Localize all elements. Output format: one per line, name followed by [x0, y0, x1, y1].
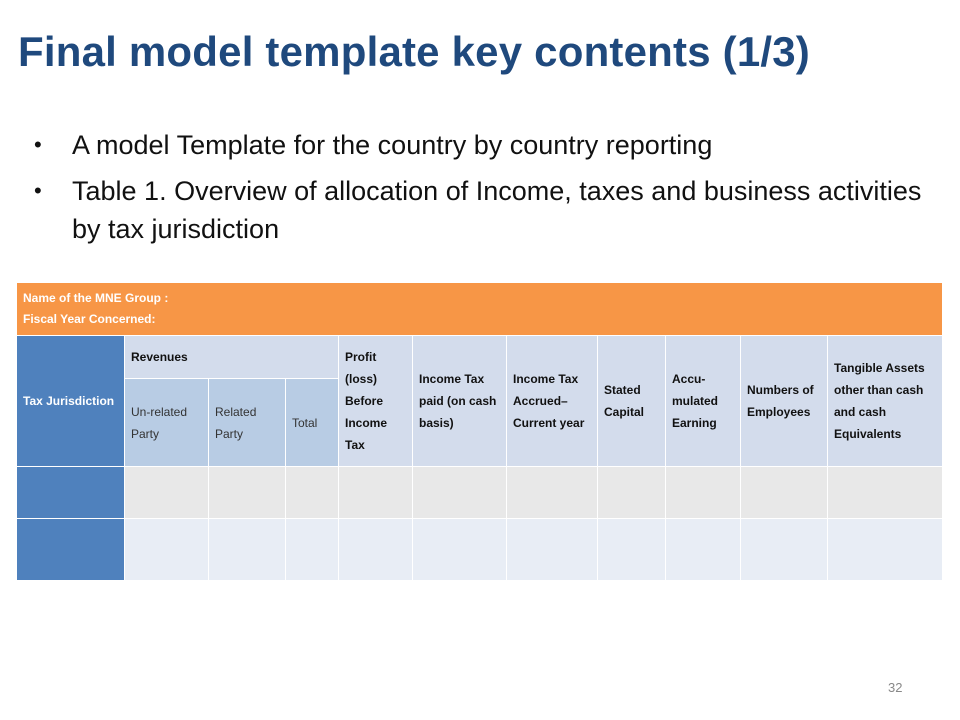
- table-cell[interactable]: [598, 519, 666, 581]
- stated-capital-header: Stated Capital: [598, 336, 666, 467]
- profit-before-tax-header: Profit (loss) Before Income Tax: [339, 336, 413, 467]
- unrelated-party-header: Un-related Party: [125, 379, 209, 467]
- total-header: Total: [286, 379, 339, 467]
- fiscal-year-label: Fiscal Year Concerned:: [23, 312, 156, 326]
- bullet-item: [34, 172, 944, 248]
- table-cell[interactable]: [339, 519, 413, 581]
- table-cell[interactable]: [339, 467, 413, 519]
- income-tax-accrued-header: Income Tax Accrued– Current year: [507, 336, 598, 467]
- table-cell[interactable]: [598, 467, 666, 519]
- table-row: [17, 519, 943, 581]
- table-cell[interactable]: [413, 519, 507, 581]
- accumulated-earning-header: Accu-mulated Earning: [666, 336, 741, 467]
- mne-group-name-label: Name of the MNE Group :: [23, 291, 169, 305]
- tax-jurisdiction-header: Tax Jurisdiction: [17, 336, 125, 467]
- table-cell[interactable]: [828, 467, 943, 519]
- table-cell[interactable]: [209, 467, 286, 519]
- bullet-text: A model Template for the country by country reporting: [72, 130, 713, 160]
- revenues-header: Revenues: [125, 336, 339, 379]
- table-cell[interactable]: [17, 519, 125, 581]
- table-cell[interactable]: [209, 519, 286, 581]
- table-cell[interactable]: [286, 519, 339, 581]
- related-party-header: Related Party: [209, 379, 286, 467]
- table-cell[interactable]: [666, 519, 741, 581]
- table-cell[interactable]: [17, 467, 125, 519]
- table-cell[interactable]: [666, 467, 741, 519]
- mne-group-header-cell: [17, 283, 943, 336]
- table-cell[interactable]: [413, 467, 507, 519]
- bullet-marker: •: [34, 178, 42, 203]
- mne-group-header-row: [17, 283, 943, 336]
- bullet-list: [34, 126, 944, 256]
- table-row: [17, 467, 943, 519]
- table-cell[interactable]: [741, 467, 828, 519]
- cbc-report-table: [16, 282, 943, 581]
- bullet-marker: •: [34, 132, 42, 157]
- bullet-item: [34, 126, 944, 164]
- table-cell[interactable]: [507, 519, 598, 581]
- income-tax-paid-header: Income Tax paid (on cash basis): [413, 336, 507, 467]
- employees-header: Numbers of Employees: [741, 336, 828, 467]
- slide-title: Final model template key contents (1/3): [18, 28, 810, 75]
- tangible-assets-header: Tangible Assets other than cash and cash Equivalents: [828, 336, 943, 467]
- page-number: 32: [888, 680, 903, 695]
- table-cell[interactable]: [507, 467, 598, 519]
- column-header-row: [17, 336, 943, 379]
- bullet-text: Table 1. Overview of allocation of Income, taxes and business activities by tax jurisdiction: [72, 176, 922, 244]
- table-cell[interactable]: [828, 519, 943, 581]
- table-cell[interactable]: [125, 467, 209, 519]
- table-cell[interactable]: [286, 467, 339, 519]
- table-cell[interactable]: [125, 519, 209, 581]
- table-cell[interactable]: [741, 519, 828, 581]
